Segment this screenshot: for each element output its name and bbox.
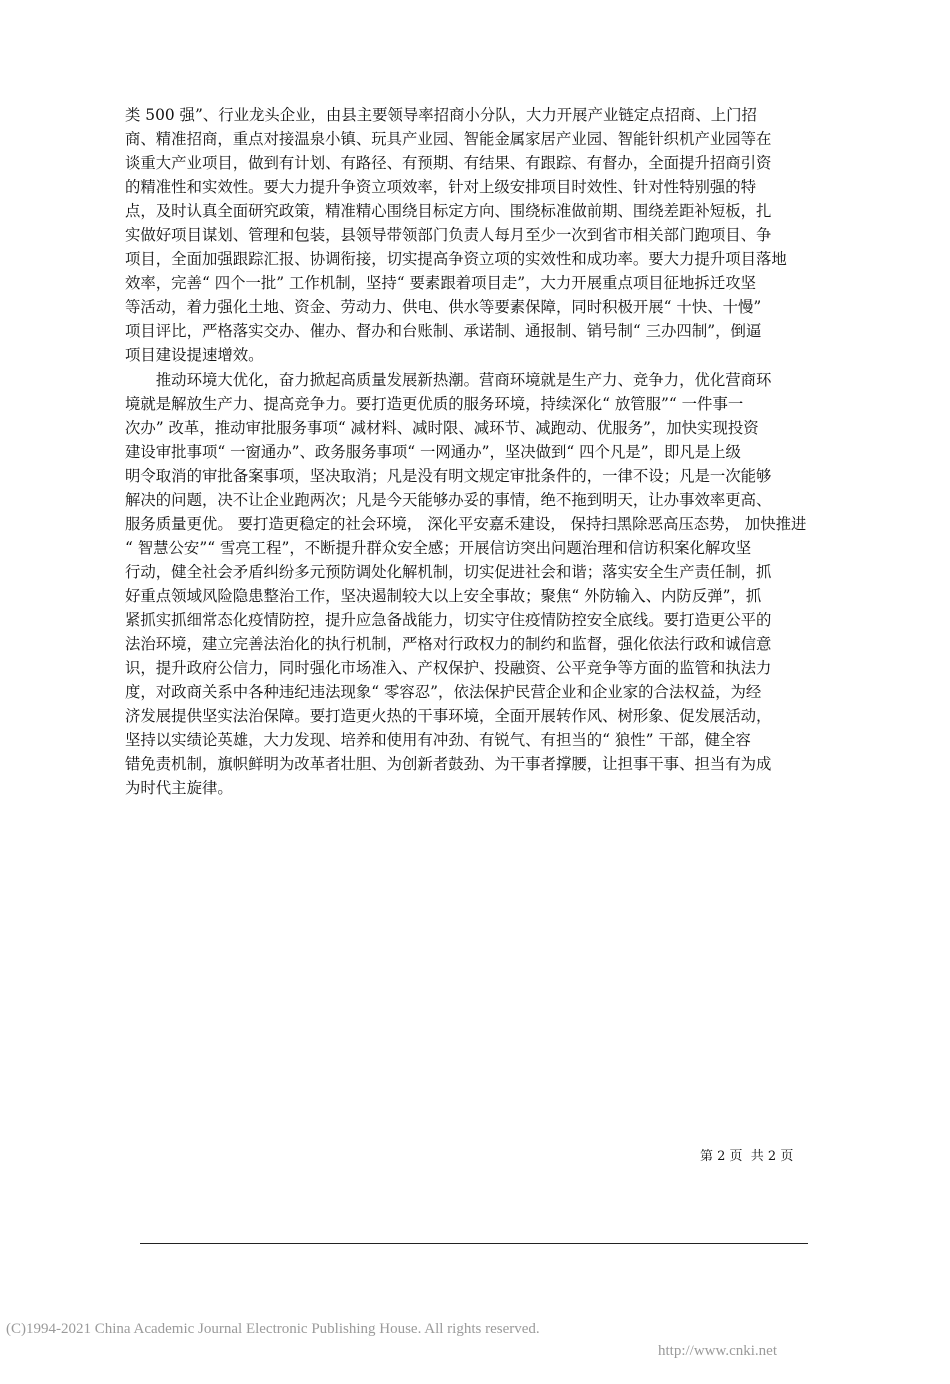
text-line: 行动，健全社会矛盾纠纷多元预防调处化解机制，切实促进社会和谐；落实安全生产责任制，抓	[125, 563, 772, 581]
text-line: 效率，完善“ 四个一批” 工作机制，坚持“ 要素跟着项目走”，大力开展重点项目征地拆迁攻坚	[125, 274, 756, 292]
text-line: 实做好项目谋划、管理和包装，县领导带领部门负责人每月至少一次到省市相关部门跑项目、争	[125, 226, 772, 244]
text-line: 项目，全面加强跟踪汇报、协调衔接，切实提高争资立项的实效性和成功率。要大力提升项目落地	[125, 250, 787, 268]
text-line: 商、精准招商，重点对接温泉小镇、玩具产业园、智能金属家居产业园、智能针织机产业园等在	[125, 130, 772, 148]
text-line: 次办” 改革，推动审批服务事项“ 减材料、减时限、减环节、减跑动、优服务”，加快实现投资	[125, 419, 759, 437]
text-line: 解决的问题，决不让企业跑两次；凡是今天能够办妥的事情，绝不拖到明天，让办事效率更高、	[125, 491, 772, 509]
text-line: 服务质量更优。 要打造更稳定的社会环境， 深化平安嘉禾建设， 保持扫黑除恶高压态势， 加快推进	[125, 515, 807, 533]
text-line: 识，提升政府公信力，同时强化市场准入、产权保护、投融资、公平竞争等方面的监管和执法力	[125, 659, 772, 677]
copyright-watermark	[0, 1296, 950, 1384]
paragraph-first-line: 推动环境大优化，奋力掀起高质量发展新热潮。营商环境就是生产力、竞争力，优化营商环	[125, 371, 772, 389]
text-line: 建设审批事项“ 一窗通办”、政务服务事项“ 一网通办”，坚决做到“ 四个凡是”，即凡是上级	[125, 443, 741, 461]
text-line: 为时代主旋律。	[125, 779, 233, 797]
text-line: 点，及时认真全面研究政策，精准精心围绕目标定方向、围绕标准做前期、围绕差距补短板，扎	[125, 202, 772, 220]
page-number: 第 2 页 共 2 页	[700, 1149, 794, 1164]
text-line: 等活动，着力强化土地、资金、劳动力、供电、供水等要素保障，同时积极开展“ 十快、十慢”	[125, 298, 762, 316]
text-line: 项目评比，严格落实交办、催办、督办和台账制、承诺制、通报制、销号制“ 三办四制”，倒逼	[125, 322, 762, 340]
text-line: 类 500 强”、行业龙头企业，由县主要领导率招商小分队，大力开展产业链定点招商、上门招	[125, 106, 757, 124]
footer-divider	[140, 1243, 808, 1244]
copyright-text: (C)1994-2021 China Academic Journal Electronic Publishing House. All rights reserved.	[6, 1321, 540, 1337]
text-line: 境就是解放生产力、提高竞争力。要打造更优质的服务环境，持续深化“ 放管服”“ 一件事一	[125, 395, 744, 413]
text-line: “ 智慧公安”“ 雪亮工程”，不断提升群众安全感；开展信访突出问题治理和信访积案化解攻坚	[125, 539, 752, 557]
text-line: 法治环境，建立完善法治化的执行机制，严格对行政权力的制约和监督，强化依法行政和诚信意	[125, 635, 772, 653]
text-line: 项目建设提速增效。	[125, 346, 264, 364]
text-line: 济发展提供坚实法治保障。要打造更火热的干事环境，全面开展转作风、树形象、促发展活动，	[125, 707, 772, 725]
text-line: 错免责机制，旗帜鲜明为改革者壮胆、为创新者鼓劲、为干事者撑腰，让担事干事、担当有为成	[125, 755, 772, 773]
text-line: 的精准性和实效性。要大力提升争资立项效率，针对上级安排项目时效性、针对性特别强的特	[125, 178, 757, 196]
text-line: 谈重大产业项目，做到有计划、有路径、有预期、有结果、有跟踪、有督办，全面提升招商引资	[125, 154, 772, 172]
text-line: 好重点领域风险隐患整治工作，坚决遏制较大以上安全事故；聚焦“ 外防输入、内防反弹”，抓	[125, 587, 762, 605]
cnki-url: http://www.cnki.net	[658, 1343, 778, 1359]
text-line: 度，对政商关系中各种违纪违法现象“ 零容忍”，依法保护民营企业和企业家的合法权益，为经	[125, 683, 762, 701]
text-line: 坚持以实绩论英雄，大力发现、培养和使用有冲劲、有锐气、有担当的“ 狼性” 干部，健全容	[125, 731, 751, 749]
text-line: 紧抓实抓细常态化疫情防控，提升应急备战能力，切实守住疫情防控安全底线。要打造更公平的	[125, 611, 772, 629]
text-line: 明令取消的审批备案事项，坚决取消；凡是没有明文规定审批条件的，一律不设；凡是一次能够	[125, 467, 772, 485]
